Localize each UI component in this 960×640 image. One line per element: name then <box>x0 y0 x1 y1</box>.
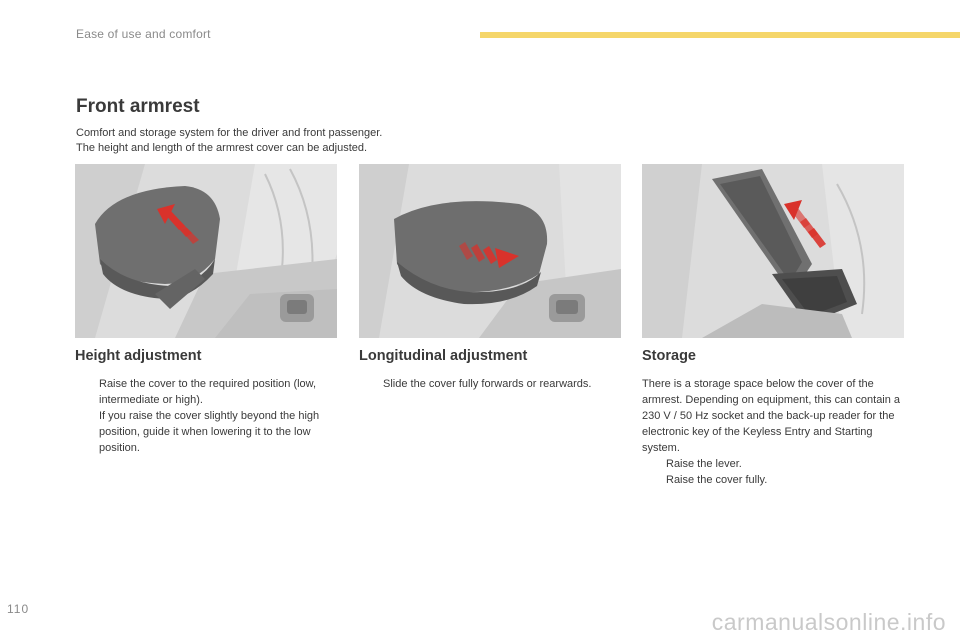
watermark: carmanualsonline.info <box>711 609 946 635</box>
page-title: Front armrest <box>76 96 200 117</box>
intro-text <box>76 126 636 156</box>
intro-line: Comfort and storage system for the driver and front passenger. <box>76 127 383 139</box>
armrest-storage-illustration <box>642 164 904 338</box>
bullet-item <box>75 376 337 408</box>
page-number: 110 <box>7 602 30 616</box>
intro-line: The height and length of the armrest cover can be adjusted. <box>76 142 368 154</box>
photo-height-adjustment <box>75 164 337 338</box>
column-longitudinal-adjustment <box>359 348 621 392</box>
bullet-text: If you raise the cover slightly beyond the high position, guide it when lowering it to the low position. <box>99 410 320 454</box>
storage-paragraph: There is a storage space below the cover of the armrest. Depending on equipment, this can contain a 230 V / 50 Hz socket and the back-up reader for the electronic key of the Keyless Entry and Starting system. <box>642 378 901 454</box>
section-label: Ease of use and comfort <box>76 27 211 41</box>
accent-bar <box>480 32 960 38</box>
bullet-text: Slide the cover fully forwards or rearwards. <box>383 378 592 390</box>
bullet-text: Raise the cover to the required position (low, intermediate or high). <box>99 378 317 406</box>
column-storage <box>642 348 904 488</box>
column-height-adjustment <box>75 348 337 456</box>
photo-storage <box>642 164 904 338</box>
heading-longitudinal-adjustment: Longitudinal adjustment <box>359 348 528 364</box>
bullet-item <box>642 472 904 488</box>
bullet-item <box>642 456 904 472</box>
bullet-item <box>359 376 621 392</box>
armrest-height-illustration <box>75 164 337 338</box>
photo-longitudinal-adjustment <box>359 164 621 338</box>
bullet-item <box>75 408 337 456</box>
heading-storage: Storage <box>642 348 696 364</box>
bullet-text: Raise the lever. <box>666 458 742 470</box>
armrest-longitudinal-illustration <box>359 164 621 338</box>
heading-height-adjustment: Height adjustment <box>75 348 202 364</box>
bullet-text: Raise the cover fully. <box>666 474 768 486</box>
